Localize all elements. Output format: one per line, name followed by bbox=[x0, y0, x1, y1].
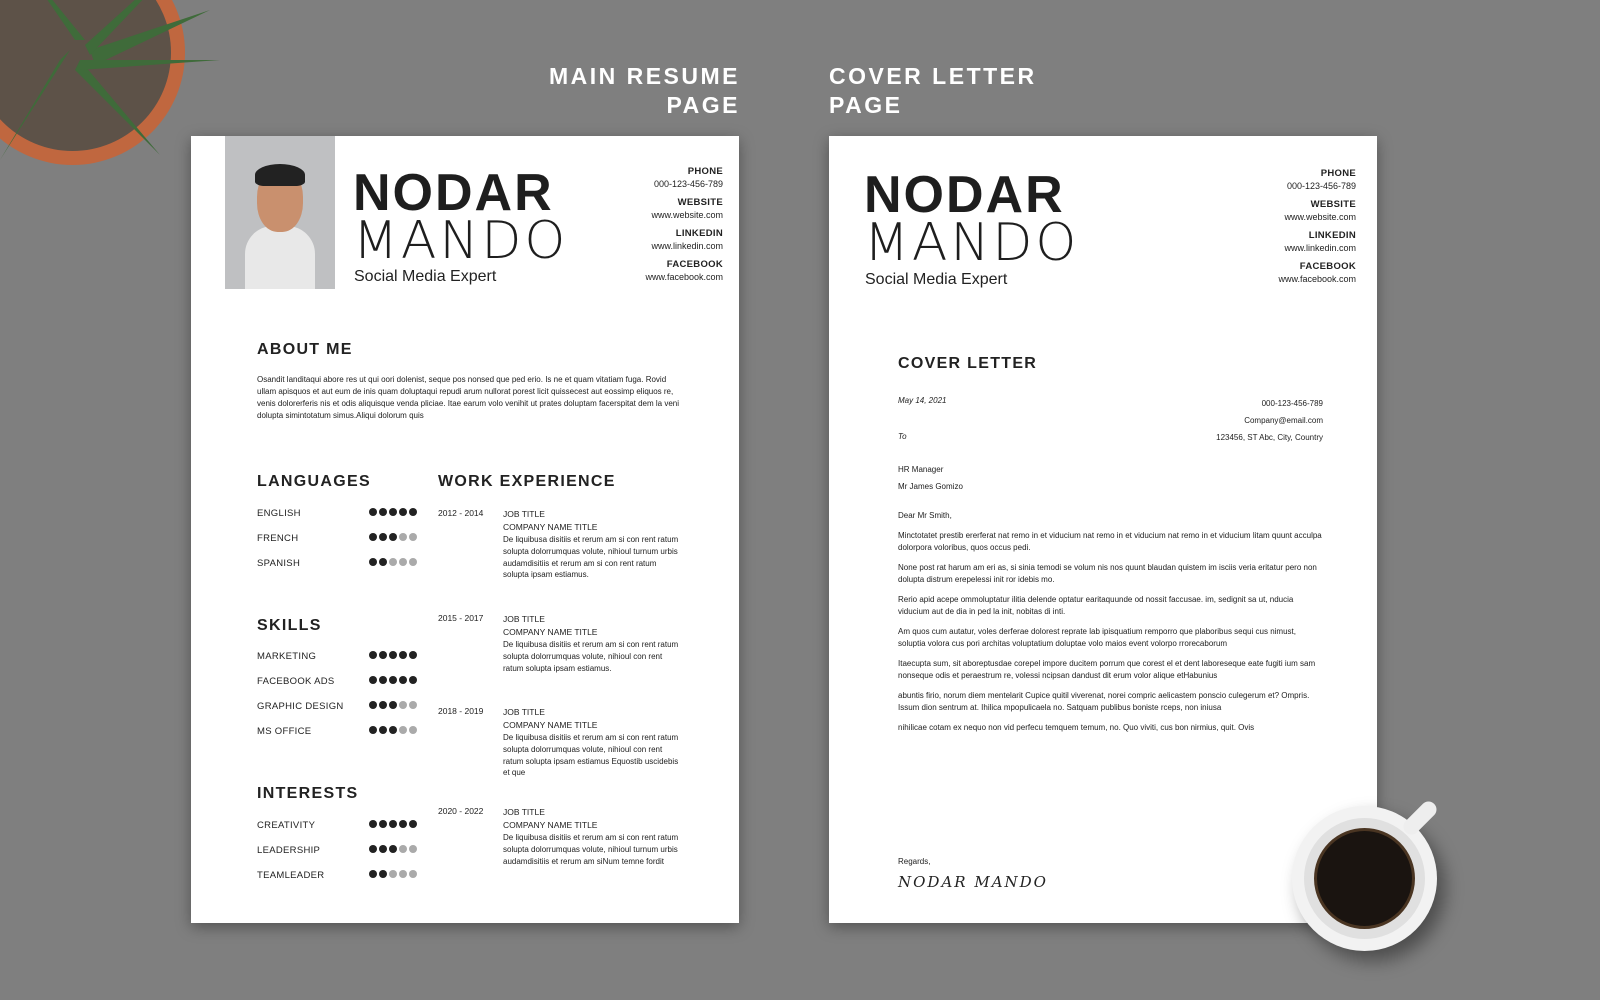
rating-label: FRENCH bbox=[257, 533, 299, 544]
rating-dot bbox=[379, 726, 387, 734]
company-name: COMPANY NAME TITLE bbox=[503, 522, 598, 532]
first-name: NODAR bbox=[864, 166, 1065, 224]
rating-dot bbox=[409, 533, 417, 541]
rating-dots bbox=[367, 676, 417, 687]
rating-dot bbox=[379, 845, 387, 853]
contact-facebook bbox=[645, 259, 723, 283]
rating-label: MS OFFICE bbox=[257, 726, 312, 737]
job-years: 2015 - 2017 bbox=[438, 613, 484, 623]
rating-dot bbox=[389, 533, 397, 541]
job-title: JOB TITLE bbox=[503, 509, 545, 519]
letter-paragraph: Itaecupta sum, sit aboreptusdae corepel impore ducitem porrum que corest el et dent laboreseque eate fugiti ium sam nonseque odis et peraestrum re, volessi ncipsan dandust dit erum volor alique etHabunius bbox=[898, 659, 1316, 680]
rating-dots bbox=[367, 533, 417, 544]
job-years: 2012 - 2014 bbox=[438, 508, 484, 518]
job-description: De liquibusa disitiis et rerum am si con rent ratum solupta dolorrumquas volute, nihioul turnum urbis audamdisitiis et rerum am siNum temne fordit bbox=[503, 833, 679, 866]
rating-dot bbox=[389, 870, 397, 878]
company-name: COMPANY NAME TITLE bbox=[503, 820, 598, 830]
contact-linkedin bbox=[645, 228, 723, 252]
rating-dot bbox=[399, 676, 407, 684]
letter-to: To bbox=[898, 432, 907, 441]
job-title: JOB TITLE bbox=[503, 807, 545, 817]
rating-dots bbox=[367, 726, 417, 737]
rating-dot bbox=[399, 845, 407, 853]
rating-dot bbox=[399, 651, 407, 659]
rating-row bbox=[257, 508, 417, 519]
rating-dot bbox=[379, 676, 387, 684]
job-description: De liquibusa disitiis et rerum am si con rent ratum solupta dolorrumquas volute, nihioul turnum urbis audamdisitiis et rerum am si con rent ratum solupta ipsam estiamus. bbox=[503, 535, 679, 580]
job-title: JOB TITLE bbox=[503, 707, 545, 717]
rating-dots bbox=[367, 508, 417, 519]
rating-dot bbox=[369, 651, 377, 659]
contact-label: WEBSITE bbox=[677, 197, 723, 208]
contact-value: www.website.com bbox=[1284, 212, 1356, 222]
rating-dot bbox=[379, 558, 387, 566]
rating-label: LEADERSHIP bbox=[257, 845, 321, 856]
letter-paragraph: abuntis firio, norum diem mentelarit Cupice quitil viverenat, norei compric aelicastem ponscio culegerum et? Ompris. Issum dion sentrum at. Ihilica mpopulicaela no. Satquam publibus boniste rceps, non iniusa bbox=[898, 691, 1310, 712]
rating-dot bbox=[379, 651, 387, 659]
cover-letter-page bbox=[829, 136, 1377, 923]
contact-label: PHONE bbox=[1320, 168, 1356, 179]
rating-dot bbox=[379, 701, 387, 709]
letter-paragraph: None post rat harum am eri as, si sinia temodi se volum nis nos quunt blaudan quistem im isciis veria eritatur pero non dolupta distrum erepelessi init ror idebis mo. bbox=[898, 563, 1317, 584]
coffee-cup-decoration bbox=[1292, 806, 1437, 951]
contact-phone bbox=[1278, 168, 1356, 192]
contact-block bbox=[645, 166, 723, 290]
label-line: COVER LETTER bbox=[829, 63, 1037, 89]
contact-label: WEBSITE bbox=[1310, 199, 1356, 210]
rating-dots bbox=[367, 820, 417, 831]
job-description: De liquibusa disitiis et rerum am si con rent ratum solupta dolorrumquas volute, nihioul con rent ratum solupta ipsam estiamus. bbox=[503, 640, 679, 673]
contact-value: www.linkedin.com bbox=[651, 241, 723, 251]
rating-dot bbox=[379, 820, 387, 828]
rating-dot bbox=[369, 508, 377, 516]
label-line: MAIN RESUME bbox=[548, 63, 740, 89]
rating-dot bbox=[409, 701, 417, 709]
rating-dot bbox=[379, 508, 387, 516]
contact-label: LINKEDIN bbox=[675, 228, 723, 239]
rating-row bbox=[257, 651, 417, 662]
rating-row bbox=[257, 870, 417, 881]
rating-dot bbox=[399, 870, 407, 878]
sender-phone: 000-123-456-789 bbox=[1261, 399, 1323, 408]
rating-dot bbox=[369, 676, 377, 684]
first-name: NODAR bbox=[353, 164, 554, 222]
rating-dot bbox=[379, 533, 387, 541]
rating-dot bbox=[409, 508, 417, 516]
job-years: 2018 - 2019 bbox=[438, 706, 484, 716]
rating-dot bbox=[389, 726, 397, 734]
contact-linkedin bbox=[1278, 230, 1356, 254]
rating-label: MARKETING bbox=[257, 651, 317, 662]
job-role: Social Media Expert bbox=[354, 268, 497, 285]
cover-page-label bbox=[829, 62, 1037, 120]
contact-value: 000-123-456-789 bbox=[653, 179, 723, 189]
sender-info bbox=[1216, 395, 1323, 446]
rating-row bbox=[257, 845, 417, 856]
rating-dot bbox=[409, 820, 417, 828]
cover-letter-heading: COVER LETTER bbox=[898, 355, 1038, 372]
rating-dot bbox=[369, 533, 377, 541]
rating-row bbox=[257, 558, 417, 569]
contact-value: www.facebook.com bbox=[645, 272, 723, 282]
contact-value: www.facebook.com bbox=[1278, 274, 1356, 284]
job-description: De liquibusa disitiis et rerum am si con rent ratum solupta dolorrumquas volute, nihioul con rent ratum solupta ipsam estiamus Equostib uscidebis et que bbox=[503, 733, 679, 778]
rating-dot bbox=[369, 820, 377, 828]
rating-label: TEAMLEADER bbox=[257, 870, 325, 881]
rating-dot bbox=[399, 533, 407, 541]
rating-label: CREATIVITY bbox=[257, 820, 316, 831]
rating-dot bbox=[389, 845, 397, 853]
rating-dot bbox=[389, 676, 397, 684]
letter-paragraph: Minctotatet prestib ererferat nat remo in et viducium nat remo in et viducium nat remo in et viducium litam quunt acculpa dolorpora voloribus, quos occus pedi. bbox=[898, 531, 1322, 552]
rating-dot bbox=[409, 651, 417, 659]
rating-row bbox=[257, 726, 417, 737]
rating-label: SPANISH bbox=[257, 558, 301, 569]
rating-row bbox=[257, 676, 417, 687]
rating-dot bbox=[409, 676, 417, 684]
rating-dots bbox=[367, 870, 417, 881]
contact-label: FACEBOOK bbox=[1299, 261, 1356, 272]
company-name: COMPANY NAME TITLE bbox=[503, 720, 598, 730]
about-text: Osandit landitaqui abore res ut qui oori dolenist, seque pos nonsed que ped erio. Is ne et quam vitatiam fuga. Rovid ullam apisquos et aut eum de inis quam doluptaqui repudi arum nullorat porest licit quissecest aut eossimp eliquos re, venis dolorerferis nis et odis aliquisque venda pliciae. Itae earum volo venihit ut prates doluptam facerspitat dem la veni dolupta simintotatum simus.Aliqui dolorum quis bbox=[257, 375, 680, 420]
resume-page bbox=[191, 136, 739, 923]
greeting: Dear Mr Smith, bbox=[898, 511, 952, 520]
contact-block bbox=[1278, 168, 1356, 292]
rating-dot bbox=[409, 870, 417, 878]
languages-heading: LANGUAGES bbox=[257, 473, 371, 490]
resume-page-label bbox=[500, 62, 740, 120]
contact-label: PHONE bbox=[687, 166, 723, 177]
skills-heading: SKILLS bbox=[257, 617, 322, 634]
rating-dots bbox=[367, 558, 417, 569]
rating-dot bbox=[399, 701, 407, 709]
signature: NODAR MANDO bbox=[898, 873, 1048, 891]
last-name: MANDO bbox=[353, 211, 569, 271]
rating-dot bbox=[379, 870, 387, 878]
label-line: PAGE bbox=[666, 92, 740, 118]
job-years: 2020 - 2022 bbox=[438, 806, 484, 816]
rating-dot bbox=[409, 726, 417, 734]
contact-value: www.website.com bbox=[651, 210, 723, 220]
interests-heading: INTERESTS bbox=[257, 785, 359, 802]
contact-website bbox=[645, 197, 723, 221]
rating-dots bbox=[367, 701, 417, 712]
job-role: Social Media Expert bbox=[865, 271, 1008, 288]
contact-value: www.linkedin.com bbox=[1284, 243, 1356, 253]
rating-row bbox=[257, 533, 417, 544]
rating-dot bbox=[389, 508, 397, 516]
label-line: PAGE bbox=[829, 92, 903, 118]
rating-row bbox=[257, 820, 417, 831]
rating-dot bbox=[399, 820, 407, 828]
letter-date: May 14, 2021 bbox=[898, 396, 947, 405]
contact-label: LINKEDIN bbox=[1308, 230, 1356, 241]
rating-dot bbox=[369, 870, 377, 878]
rating-dot bbox=[389, 651, 397, 659]
rating-label: ENGLISH bbox=[257, 508, 301, 519]
rating-label: FACEBOOK ADS bbox=[257, 676, 335, 687]
recipient-line: HR Manager bbox=[898, 465, 944, 474]
letter-paragraph: Rerio apid acepe ommoluptatur ilitia delende optatur earitaquunde od nossit faccusae. im, sedignit sa ut, nducia viducium aut de dia in ped la init, nobitas di inti. bbox=[898, 595, 1294, 616]
rating-label: GRAPHIC DESIGN bbox=[257, 701, 344, 712]
rating-dot bbox=[399, 726, 407, 734]
rating-dot bbox=[369, 701, 377, 709]
letter-paragraph: nihilicae cotam ex nequo non vid perfecu temquem temum, no. Quo viviti, cus bon nirmius, quit. Ovis bbox=[898, 723, 1255, 732]
rating-dot bbox=[369, 558, 377, 566]
rating-dot bbox=[369, 726, 377, 734]
contact-phone bbox=[645, 166, 723, 190]
rating-dot bbox=[389, 701, 397, 709]
job-title: JOB TITLE bbox=[503, 614, 545, 624]
rating-dot bbox=[409, 558, 417, 566]
rating-dots bbox=[367, 651, 417, 662]
plant-decoration bbox=[0, 0, 185, 165]
contact-website bbox=[1278, 199, 1356, 223]
recipient-line: Mr James Gomizo bbox=[898, 482, 963, 491]
rating-dot bbox=[369, 845, 377, 853]
rating-dot bbox=[399, 508, 407, 516]
letter-paragraph: Am quos cum autatur, voles derferae dolorest reprate lab ipisquatium remporro que plaboribus sequi cus nimust, soluptia volora cus pori architas voluptatium doluptae volo maios event volorpo rrorecaborum bbox=[898, 627, 1296, 648]
last-name: MANDO bbox=[864, 213, 1080, 273]
closing: Regards, bbox=[898, 857, 931, 866]
contact-value: 000-123-456-789 bbox=[1286, 181, 1356, 191]
contact-label: FACEBOOK bbox=[666, 259, 723, 270]
rating-dot bbox=[389, 558, 397, 566]
sender-address: 123456, ST Abc, City, Country bbox=[1216, 433, 1323, 442]
rating-dot bbox=[389, 820, 397, 828]
rating-row bbox=[257, 701, 417, 712]
recipient bbox=[898, 461, 963, 495]
letter-body bbox=[898, 510, 1323, 742]
contact-facebook bbox=[1278, 261, 1356, 285]
sender-email: Company@email.com bbox=[1244, 416, 1323, 425]
work-heading: WORK EXPERIENCE bbox=[438, 473, 616, 490]
rating-dots bbox=[367, 845, 417, 856]
profile-photo bbox=[225, 136, 335, 289]
rating-dot bbox=[409, 845, 417, 853]
about-heading: ABOUT ME bbox=[257, 341, 353, 358]
rating-dot bbox=[399, 558, 407, 566]
company-name: COMPANY NAME TITLE bbox=[503, 627, 598, 637]
